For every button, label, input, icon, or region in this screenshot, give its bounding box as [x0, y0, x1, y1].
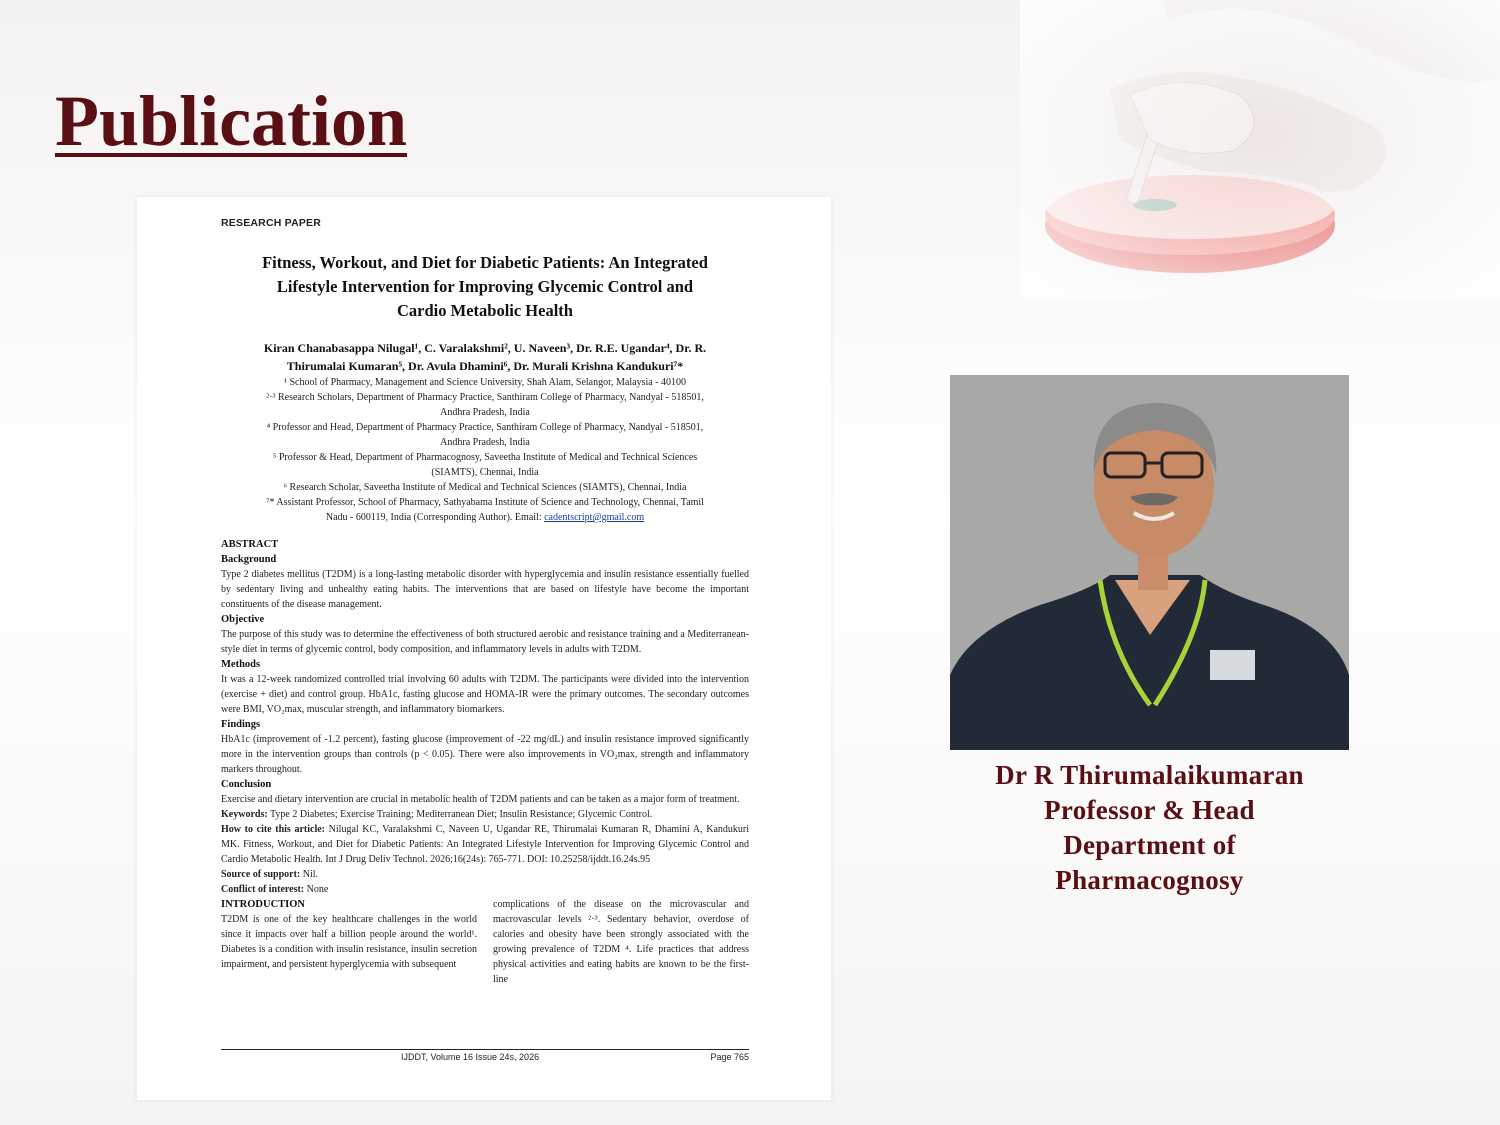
corresponding-email-link[interactable]: cadentscript@gmail.com — [544, 512, 645, 523]
journal-footer-text: IJDDT, Volume 16 Issue 24s, 2026 — [401, 1052, 540, 1062]
introduction-left-text: T2DM is one of the key healthcare challenges in the world since it impacts over half a billion people around the world¹. Diabetes is a condition with insulin resistance, insulin secretion impairment, and persistent hyperglycemia with subsequent — [221, 914, 477, 970]
conclusion-text: Exercise and dietary intervention are crucial in metabolic health of T2DM patients and can be taken as a major form of treatment. — [221, 794, 740, 805]
abstract-heading: ABSTRACT — [221, 539, 279, 550]
keywords — [221, 807, 749, 822]
citation-text: Nilugal KC, Varalakshmi C, Naveen U, Ugandar RE, Thirumalai Kumaran R, Dhamini A, Kandukuri MK. Fitness, Workout, and Diet for Diabetic Patients: An Integrated Lifestyle Intervention for Improving Glycemic Control and Cardio Metabolic Health. Int J Drug Deliv Technol. 2026;16(24s): 765-771. DOI: 10.25258/ijddt.16.24s.95 — [221, 824, 749, 865]
affiliation-line — [221, 510, 749, 525]
affiliation-line: Andhra Pradesh, India — [440, 437, 530, 448]
paper-title-line: Fitness, Workout, and Diet for Diabetic Patients: An Integrated — [262, 253, 708, 272]
methods-text: It was a 12-week randomized controlled trial involving 60 adults with T2DM. The participants were divided into the intervention (exercise + diet) and control group. HbA1c, fasting glucose and HOMA-IR were the primary outcomes. The secondary outcomes were BMI, VO₂max, muscular strength, and inflammatory biomarkers. — [221, 674, 749, 715]
author-department-line: Department of — [1063, 830, 1236, 860]
affiliation-line: ⁴ Professor and Head, Department of Pharmacy Practice, Santhiram College of Pharmacy, Nandyal - 518501, — [266, 422, 704, 433]
introduction-heading: INTRODUCTION — [221, 899, 306, 910]
affiliation-line: Andhra Pradesh, India — [440, 407, 530, 418]
paper-footer — [221, 1049, 749, 1062]
paper-title — [221, 251, 749, 323]
affiliation-line: ²·³ Research Scholars, Department of Pharmacy Practice, Santhiram College of Pharmacy, Nandyal - 518501, — [266, 392, 704, 403]
conflict-label: Conflict of interest: — [221, 884, 305, 895]
introduction-right-column: complications of the disease on the microvascular and macrovascular levels ²·³. Sedentary behavior, overdose of calories and obesity have been strongly associated with the growing prevalence of T2DM ⁴. Life practices that address physical activities and eating habits are known to be the first-line — [493, 899, 749, 985]
introduction-left-column — [221, 897, 477, 987]
author-line: Kiran Chanabasappa Nilugal¹, C. Varalakshmi², U. Naveen³, Dr. R.E. Ugandar⁴, Dr. R. — [263, 341, 707, 355]
affiliation-line: ⁷* Assistant Professor, School of Pharmacy, Sathyabama Institute of Science and Technology, Chennai, Tamil — [266, 497, 704, 508]
findings-text: HbA1c (improvement of -1.2 percent), fasting glucose (improvement of -22 mg/dL) and insulin resistance improved significantly more in the intervention groups than controls (p < 0.05). There were also improvements in VO₂max, strength and inflammatory markers throughout. — [221, 734, 749, 775]
affiliation-line-text: Nadu - 600119, India (Corresponding Author). Email: — [325, 512, 545, 523]
introduction-columns — [221, 897, 749, 987]
keywords-text: Type 2 Diabetes; Exercise Training; Mediterranean Diet; Insulin Resistance; Glycemic Control. — [267, 809, 653, 820]
support-label: Source of support: — [221, 869, 301, 880]
author-portrait — [950, 375, 1349, 750]
author-caption — [950, 758, 1349, 898]
paper-title-line: Lifestyle Intervention for Improving Glycemic Control and — [276, 277, 694, 296]
paper-affiliations — [221, 375, 749, 525]
objective-heading: Objective — [221, 614, 265, 625]
affiliation-line: (SIAMTS), Chennai, India — [431, 467, 539, 478]
author-name: Dr R Thirumalaikumaran — [995, 760, 1304, 790]
author-position: Professor & Head — [1044, 795, 1255, 825]
methods-heading: Methods — [221, 659, 261, 670]
keywords-label: Keywords: — [221, 809, 268, 820]
paper-title-line: Cardio Metabolic Health — [397, 301, 573, 320]
affiliation-line: ¹ School of Pharmacy, Management and Science University, Shah Alam, Selangor, Malaysia - 40100 — [283, 377, 687, 388]
citation — [221, 822, 749, 867]
author-line: Thirumalai Kumaran⁵, Dr. Avula Dhamini⁶, Dr. Murali Krishna Kandukuri⁷* — [286, 359, 684, 373]
citation-label: How to cite this article: — [221, 824, 326, 835]
slide-title: Publication — [55, 81, 408, 161]
support-text: Nil. — [300, 869, 319, 880]
lab-petri-dish-image — [1020, 0, 1500, 300]
page-number: Page 765 — [710, 1052, 749, 1062]
background-text: Type 2 diabetes mellitus (T2DM) is a long-lasting metabolic disorder with hyperglycemia and insulin resistance essentially fuelled by sedentary living and unhealthy eating habits. The interventions that are based on lifestyle have become the important constituents of the disease management. — [221, 569, 749, 610]
conflict-text: None — [304, 884, 329, 895]
objective-text: The purpose of this study was to determine the effectiveness of both structured aerobic and resistance training and a Mediterranean-style diet in terms of glycemic control, body composition, and inflammatory levels in adults with T2DM. — [221, 629, 749, 655]
conflict-of-interest — [221, 882, 749, 897]
findings-heading: Findings — [221, 719, 261, 730]
paper-authors — [221, 339, 749, 375]
affiliation-line: ⁵ Professor & Head, Department of Pharmacognosy, Saveetha Institute of Medical and Technical Sciences — [272, 452, 698, 463]
paper-type-label: RESEARCH PAPER — [221, 217, 322, 229]
research-paper-page — [137, 197, 831, 1100]
background-heading: Background — [221, 554, 277, 565]
author-department-line: Pharmacognosy — [1055, 865, 1244, 895]
source-of-support — [221, 867, 749, 882]
conclusion-heading: Conclusion — [221, 779, 272, 790]
affiliation-line: ⁶ Research Scholar, Saveetha Institute of Medical and Technical Sciences (SIAMTS), Chennai, India — [283, 482, 687, 493]
